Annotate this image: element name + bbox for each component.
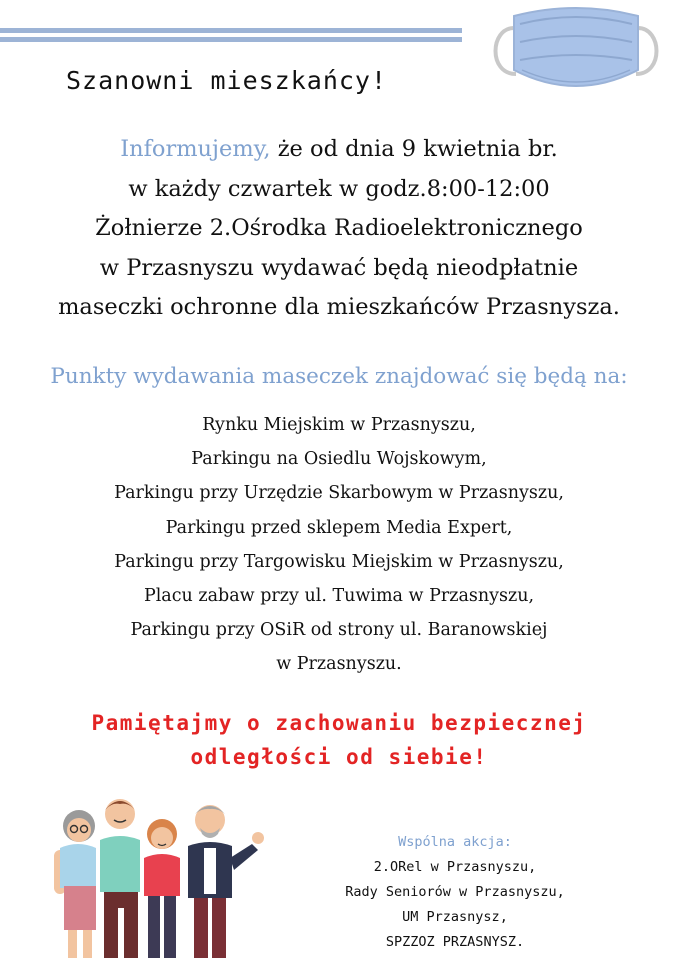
joint-action-line: 2.ORel w Przasnyszu, [373,859,537,875]
stripe [0,28,462,33]
person-older-woman [54,810,96,958]
header-stripes [0,28,462,46]
greeting-heading: Szanowni mieszkańcy! [66,66,388,95]
intro-highlight: Informujemy, [120,136,271,162]
list-item: Parkingu przed sklepem Media Expert, [165,517,513,538]
list-item: Parkingu na Osiedlu Wojskowym, [191,449,487,470]
list-item: Rynku Miejskim w Przasnyszu, [202,415,476,435]
stripe [0,37,462,42]
person-tall-man [100,799,140,958]
list-item: Placu zabaw przy ul. Tuwima w Przasnyszu, [143,586,535,607]
intro-line-4: w Przasnyszu wydawać będą nieodpłatnie [99,254,579,281]
distribution-points-list [0,408,678,682]
points-title: Punkty wydawania maseczek znajdować się będą na: [50,364,628,389]
joint-action-title: Wspólna akcja: [398,834,512,850]
people-group-illustration [48,792,280,960]
warning-line-1: Pamiętajmy o zachowaniu bezpiecznej [91,711,587,735]
intro-line-1-rest: że od dnia 9 kwietnia br. [270,136,558,162]
warning-line-2: odległości od siebie! [190,745,488,769]
announcement-text [0,130,678,328]
intro-line-3: Żołnierze 2.Ośrodka Radioelektronicznego [95,215,583,241]
joint-action-line: UM Przasnysz, [402,909,508,925]
intro-line-1 [0,130,678,170]
list-item: Parkingu przy Urzędzie Skarbowym w Przasnyszu, [114,483,564,504]
intro-line-5: maseczki ochronne dla mieszkańców Przasnysza. [58,294,620,320]
joint-action-line: Rady Seniorów w Przasnyszu, [345,884,565,900]
joint-action-line: SPZZOZ PRZASNYSZ. [385,934,525,950]
list-item: Parkingu przy Targowisku Miejskim w Przasnyszu, [114,551,564,572]
face-mask-icon [486,2,666,98]
person-older-man [188,805,264,958]
intro-line-2: w każdy czwartek w godz.8:00-12:00 [128,175,550,202]
list-item: Parkingu przy OSiR od strony ul. Baranowskiej [130,620,548,641]
joint-action-block [300,830,610,955]
distance-warning [0,706,678,774]
person-young-woman [144,819,180,958]
list-item: w Przasnyszu. [276,654,402,675]
